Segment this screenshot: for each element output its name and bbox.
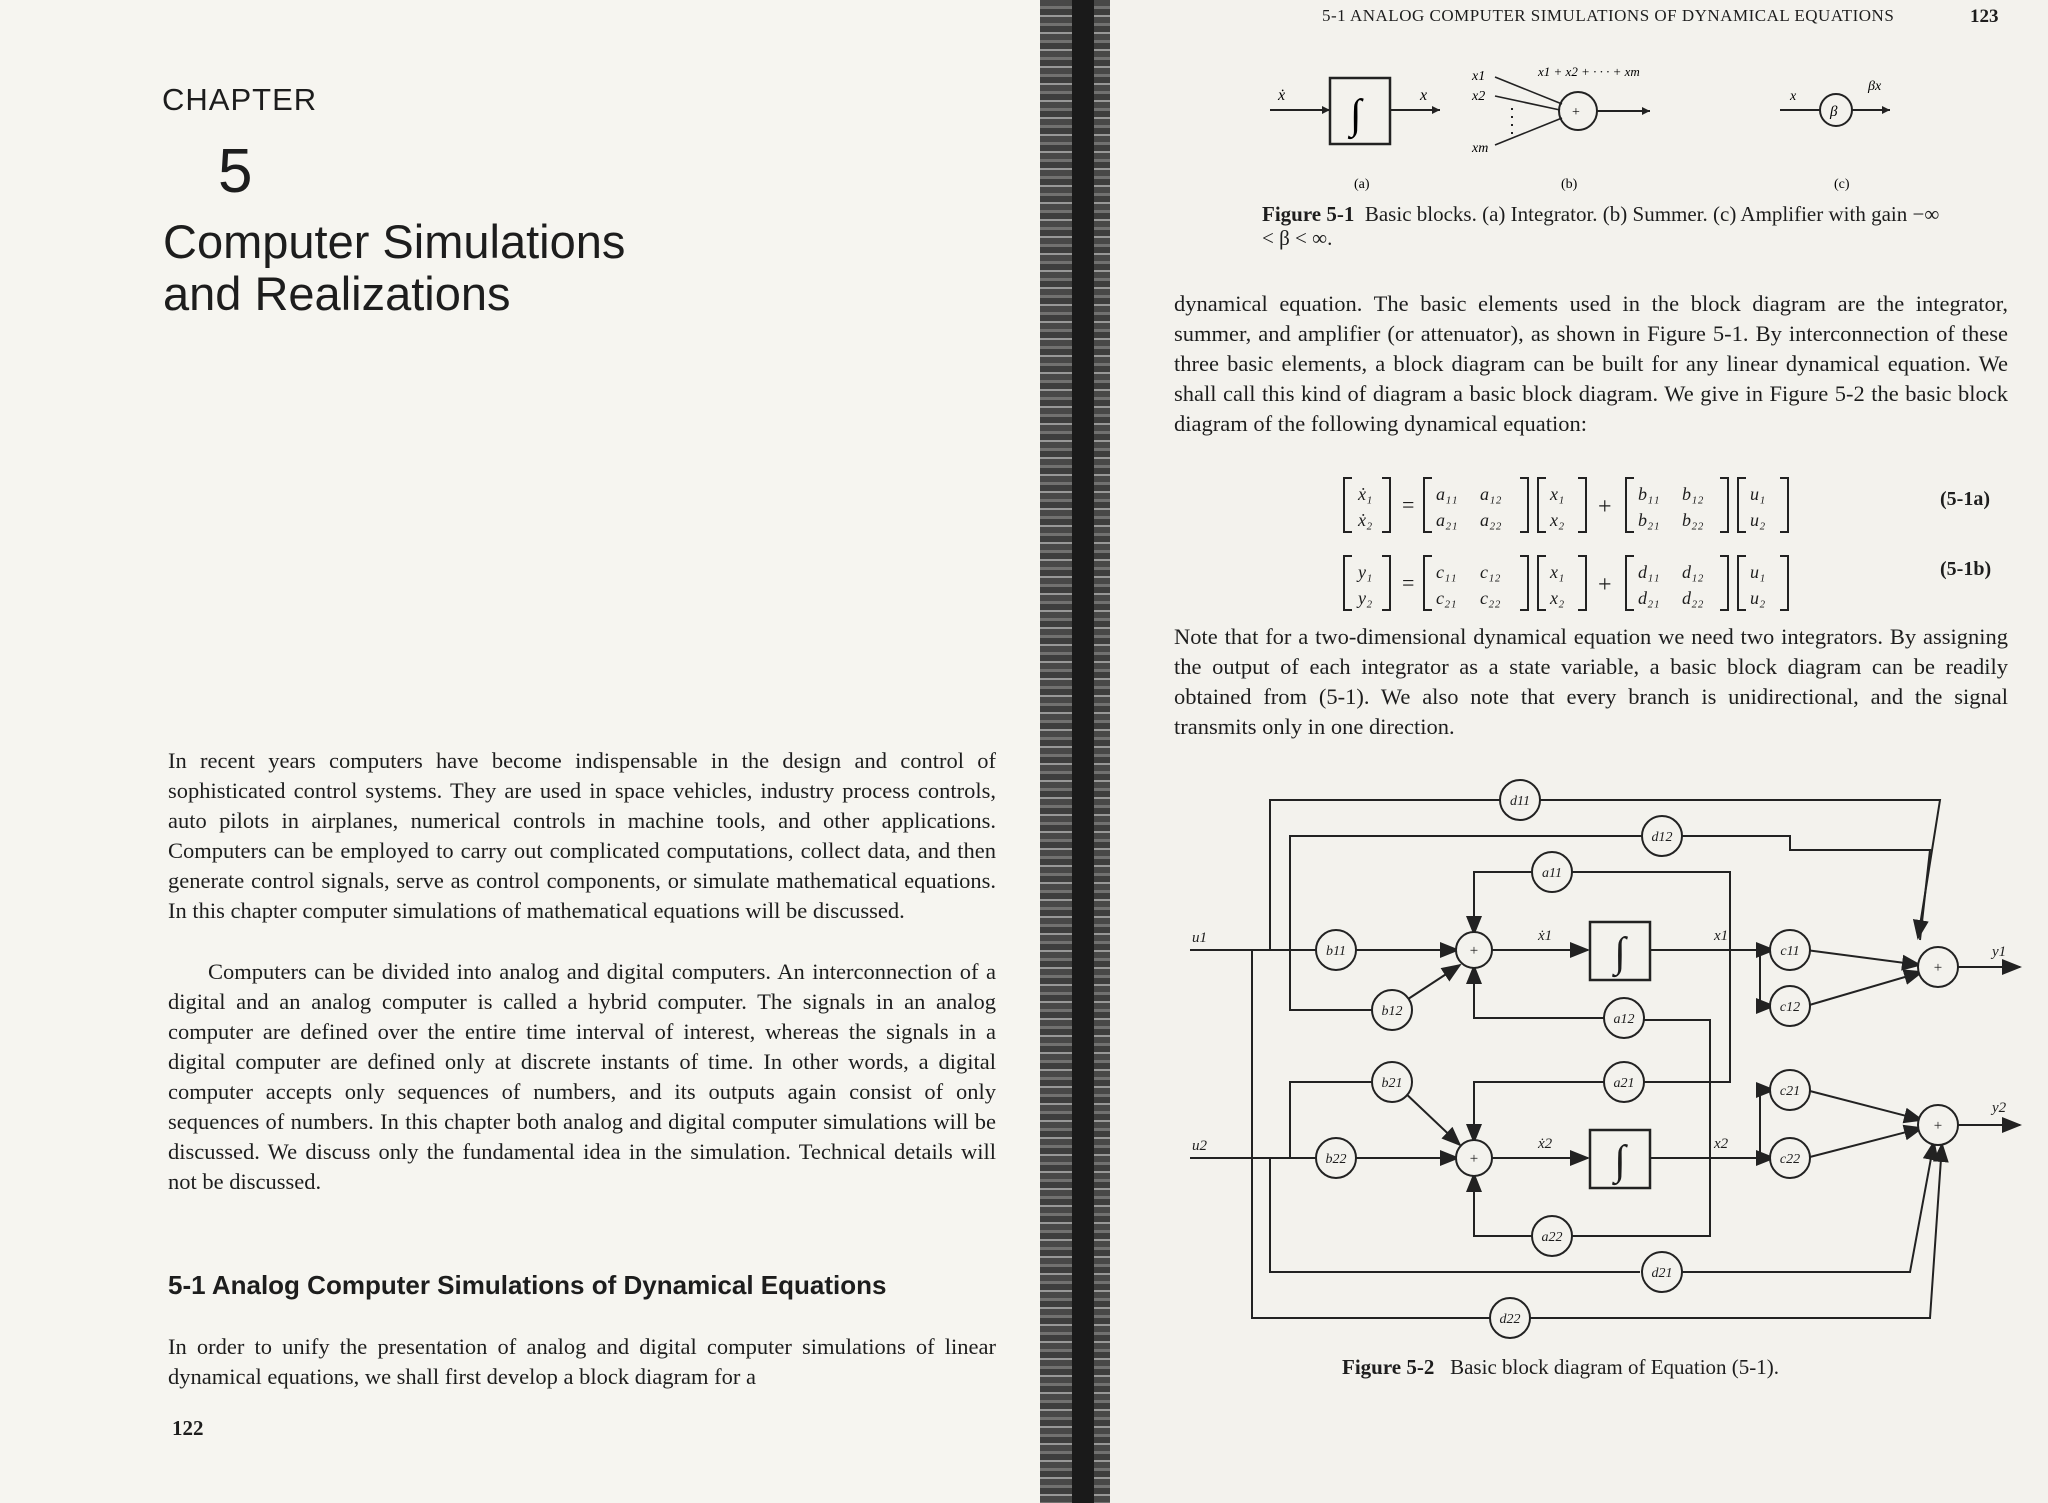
chapter-title-line-2: and Realizations bbox=[163, 267, 511, 320]
label-y1: y1 bbox=[1992, 944, 2007, 960]
equations-5-1 bbox=[1320, 470, 1880, 620]
svg-text:a₂₁: a₂₁ bbox=[1436, 510, 1458, 530]
label-c12: c12 bbox=[1779, 1000, 1801, 1015]
svg-text:a₁₂: a₁₂ bbox=[1480, 484, 1502, 504]
summer-input-m: xm bbox=[1472, 141, 1489, 156]
svg-text:x₁: x₁ bbox=[1550, 484, 1565, 504]
label-x1: x1 bbox=[1714, 928, 1729, 944]
chapter-label: CHAPTER bbox=[162, 82, 318, 117]
svg-text:b₁₂: b₁₂ bbox=[1682, 484, 1704, 504]
label-a11: a11 bbox=[1542, 866, 1562, 881]
c11-to-sumy1 bbox=[1806, 950, 1920, 965]
svg-text:c₁₂: c₁₂ bbox=[1480, 562, 1501, 582]
figure-5-1 bbox=[1250, 50, 1950, 200]
integrator-input-label: ẋ bbox=[1278, 87, 1286, 104]
x1-to-a21 bbox=[1640, 950, 1730, 1082]
svg-text:d₁₂: d₁₂ bbox=[1682, 562, 1704, 582]
c12-to-sumy1 bbox=[1806, 972, 1922, 1006]
a22-to-sum2 bbox=[1474, 1174, 1536, 1236]
a11-to-sum1 bbox=[1474, 872, 1536, 934]
b21-to-sum2 bbox=[1402, 1090, 1460, 1145]
summer-plus: + bbox=[1572, 105, 1580, 120]
amp-gain: β bbox=[1830, 104, 1838, 120]
label-b21: b21 bbox=[1381, 1076, 1403, 1091]
label-u2: u2 bbox=[1192, 1138, 1207, 1154]
chapter-title-line-1: Computer Simulations bbox=[163, 215, 626, 268]
label-x2-dot: ẋ2 bbox=[1538, 1136, 1553, 1152]
svg-text:=: = bbox=[1402, 570, 1415, 595]
sub-label-c: (c) bbox=[1834, 177, 1850, 192]
equation-5-1b bbox=[1344, 556, 1788, 610]
svg-text:b₂₁: b₂₁ bbox=[1638, 510, 1660, 530]
label-x2: x2 bbox=[1714, 1136, 1729, 1152]
figure-5-2 bbox=[1170, 760, 2030, 1340]
svg-text:y₁: y₁ bbox=[1358, 562, 1373, 582]
right-paragraph-2: Note that for a two-dimensional dynamical equation we need two integrators. By assigning the output of each integrator as a state variable, a basic block diagram can be readily obtained from (5-1). We also note that every branch is unidirectional, and the signal transmits only in one direction. bbox=[1174, 624, 2008, 739]
integral-sign-2: ∫ bbox=[1614, 1138, 1626, 1184]
figure-5-1-caption-lead: Figure 5-1 bbox=[1262, 202, 1355, 226]
integral-sign: ∫ bbox=[1350, 92, 1362, 138]
chapter-title bbox=[163, 216, 863, 320]
intro-paragraph-1: In recent years computers have become indispensable in the design and control of sophisticated control systems. They are used in space vehicles, industry process controls, auto pilots in airplanes, numerical controls in machine tools, and other applications. Computers can be employed to carry out complicated computations, collect data, and then generate control signals, serve as control components, or simulate mathematical equations. In this chapter computer simulations of mathematical equations will be discussed. bbox=[168, 748, 996, 923]
c22-to-sumy2 bbox=[1806, 1128, 1922, 1158]
svg-text:u₂: u₂ bbox=[1750, 510, 1766, 530]
sub-label-a: (a) bbox=[1354, 177, 1370, 192]
equation-label-5-1a: (5-1a) bbox=[1940, 488, 1990, 510]
svg-text:u₁: u₁ bbox=[1750, 484, 1766, 504]
svg-text:u₂: u₂ bbox=[1750, 588, 1766, 608]
svg-text:+: + bbox=[1933, 960, 1943, 976]
a21-to-sum2 bbox=[1474, 1082, 1608, 1142]
section-heading: 5-1 Analog Computer Simulations of Dynamical Equations bbox=[168, 1270, 887, 1300]
running-head: 5-1 ANALOG COMPUTER SIMULATIONS OF DYNAMICAL EQUATIONS bbox=[1322, 6, 1895, 25]
label-b12: b12 bbox=[1381, 1004, 1403, 1019]
u1-to-d11 bbox=[1270, 800, 1500, 950]
label-a21: a21 bbox=[1613, 1076, 1635, 1091]
svg-text:+: + bbox=[1598, 494, 1612, 520]
d11-to-sum1 bbox=[1540, 800, 1940, 938]
diagram-wires bbox=[1190, 800, 2020, 1318]
summer-output-label: x1 + x2 + · · · + xm bbox=[1538, 64, 1640, 79]
diagram-nodes bbox=[1316, 780, 1958, 1338]
label-d11: d11 bbox=[1510, 794, 1530, 809]
label-c22: c22 bbox=[1779, 1152, 1801, 1167]
section-paragraph: In order to unify the presentation of analog and digital computer simulations of linear dynamical equations, we shall first develop a block diagram for a bbox=[168, 1334, 996, 1389]
label-d21: d21 bbox=[1651, 1266, 1673, 1281]
label-b22: b22 bbox=[1325, 1152, 1347, 1167]
svg-text:u₁: u₁ bbox=[1750, 562, 1766, 582]
chapter-number: 5 bbox=[218, 137, 253, 206]
page-number-left: 122 bbox=[172, 1416, 204, 1440]
svg-text:c₁₁: c₁₁ bbox=[1436, 562, 1457, 582]
amp-output-label: βx bbox=[1868, 79, 1882, 94]
svg-text:+: + bbox=[1469, 1151, 1479, 1167]
intro-paragraph-2: Computers can be divided into analog and digital computers. An interconnection of a digital and an analog computer is called a hybrid computer. The signals in an analog computer are defined over the entire time interval of interest, whereas the signals in a digital computer are defined only at discrete instants of time. In other words, a digital computer accepts only sequences of numbers, and its outputs again consist of only sequences of numbers. In this chapter both analog and digital computer simulations will be discussed. We discuss only the fundamental idea in the simulation. Technical details will not be discussed. bbox=[168, 959, 996, 1194]
amplifier-block bbox=[1780, 79, 1890, 126]
svg-text:y₂: y₂ bbox=[1358, 588, 1373, 608]
u2-to-d22 bbox=[1252, 950, 1490, 1318]
figure-5-2-caption-lead: Figure 5-2 bbox=[1342, 1355, 1435, 1379]
diagram-integral-signs bbox=[1611, 930, 1628, 1186]
label-d22: d22 bbox=[1499, 1312, 1521, 1327]
summer-input-1: x1 bbox=[1472, 69, 1486, 84]
svg-text:b₂₂: b₂₂ bbox=[1682, 510, 1704, 530]
c21-to-sumy2 bbox=[1806, 1090, 1922, 1120]
label-c21: c21 bbox=[1779, 1084, 1801, 1099]
svg-text:+: + bbox=[1469, 943, 1479, 959]
svg-text:d₁₁: d₁₁ bbox=[1638, 562, 1660, 582]
label-x1-dot: ẋ1 bbox=[1538, 928, 1553, 944]
svg-text:d₂₁: d₂₁ bbox=[1638, 588, 1660, 608]
figure-5-2-caption-text: Basic block diagram of Equation (5-1). bbox=[1450, 1355, 1780, 1379]
svg-text:c₂₁: c₂₁ bbox=[1436, 588, 1457, 608]
book-spine bbox=[1072, 0, 1094, 1503]
svg-text:a₁₁: a₁₁ bbox=[1436, 484, 1458, 504]
label-a12: a12 bbox=[1613, 1012, 1635, 1027]
svg-text:x₂: x₂ bbox=[1550, 588, 1565, 608]
svg-text:ẋ₂: ẋ₂ bbox=[1358, 510, 1373, 530]
b12-to-sum1 bbox=[1402, 965, 1460, 1003]
summer-input-2: x2 bbox=[1472, 89, 1486, 104]
svg-text:c₂₂: c₂₂ bbox=[1480, 588, 1501, 608]
svg-text:b₁₁: b₁₁ bbox=[1638, 484, 1660, 504]
integral-sign-1: ∫ bbox=[1614, 930, 1626, 976]
svg-text:x₂: x₂ bbox=[1550, 510, 1565, 530]
svg-text:d₂₂: d₂₂ bbox=[1682, 588, 1704, 608]
svg-text:+: + bbox=[1933, 1118, 1943, 1134]
label-d12: d12 bbox=[1651, 830, 1673, 845]
svg-text:a₂₂: a₂₂ bbox=[1480, 510, 1502, 530]
svg-text:=: = bbox=[1402, 492, 1415, 517]
label-b11: b11 bbox=[1326, 944, 1346, 959]
amp-input-label: x bbox=[1790, 89, 1797, 104]
label-a22: a22 bbox=[1541, 1230, 1563, 1245]
page-number-right: 123 bbox=[1970, 6, 1999, 27]
integrator-block bbox=[1270, 78, 1440, 144]
figure-5-1-caption bbox=[1262, 202, 1942, 250]
d12-route bbox=[1680, 836, 1930, 940]
label-y2: y2 bbox=[1992, 1100, 2007, 1116]
equation-label-5-1b: (5-1b) bbox=[1940, 558, 1992, 580]
equation-5-1a bbox=[1344, 478, 1788, 532]
diagram-summer-signs bbox=[1470, 943, 1942, 1167]
right-paragraph-1: dynamical equation. The basic elements used in the block diagram are the integrator, summer, and amplifier (or attenuator), as shown in Figure 5-1. By interconnection of these three basic elements, a block diagram can be built for any linear dynamical equation. We shall call this kind of diagram a basic block diagram. We give in Figure 5-2 the basic block diagram of the following dynamical equation: bbox=[1174, 291, 2008, 436]
svg-text:x₁: x₁ bbox=[1550, 562, 1565, 582]
integrator-output-label: x bbox=[1420, 87, 1428, 104]
svg-text:+: + bbox=[1598, 572, 1612, 598]
sub-label-b: (b) bbox=[1561, 177, 1578, 192]
label-u1: u1 bbox=[1192, 930, 1207, 946]
a12-to-sum1 bbox=[1474, 966, 1608, 1018]
figure-5-1-caption-text: Basic blocks. (a) Integrator. (b) Summer. (c) Amplifier with gain −∞ < β < ∞. bbox=[1262, 202, 1940, 250]
svg-text:ẋ₁: ẋ₁ bbox=[1358, 484, 1373, 504]
figure-5-2-caption bbox=[1342, 1355, 1942, 1379]
label-c11: c11 bbox=[1780, 944, 1800, 959]
summer-block bbox=[1471, 64, 1650, 156]
